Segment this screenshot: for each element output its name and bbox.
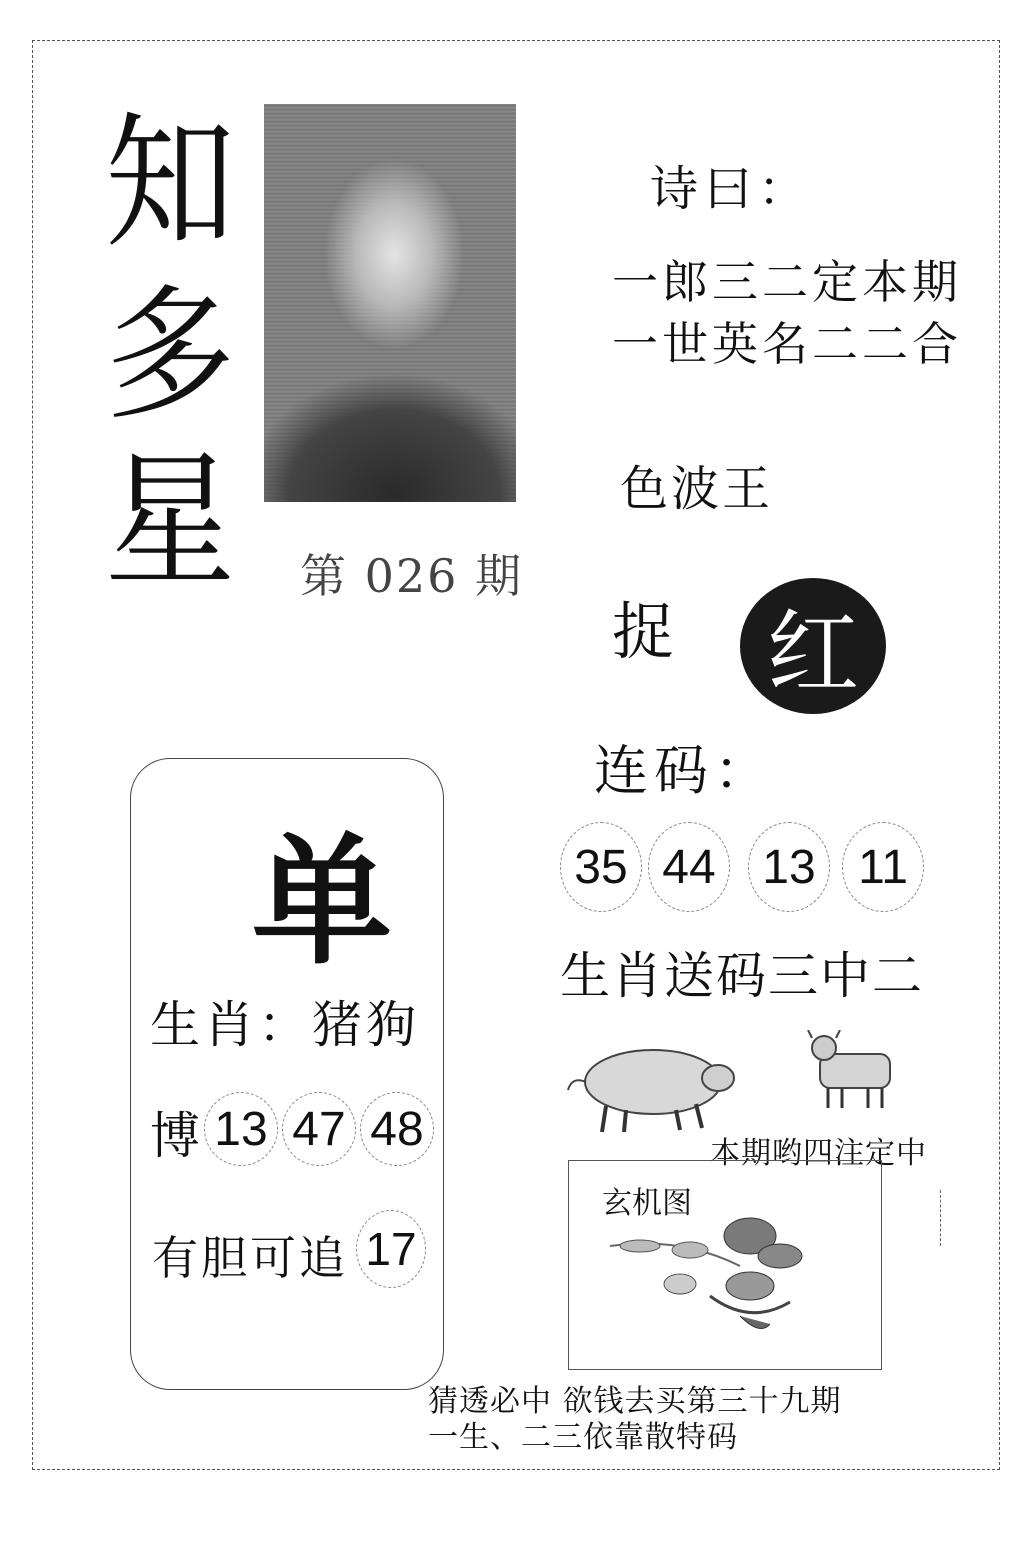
bo-label: 博 [150, 1107, 200, 1165]
bottom-line-2: 一生、二三依靠散特码 [428, 1420, 738, 1455]
lianma-ball-2: 44 [648, 822, 730, 912]
title-char-2: 多 [105, 269, 236, 441]
pig-illustration [558, 1030, 740, 1138]
catch-label: 捉 [612, 595, 675, 668]
lianma-ball-3: 13 [748, 822, 830, 912]
chase-label: 有胆可追 [152, 1231, 348, 1285]
big-single-char: 单 [252, 820, 393, 984]
mystery-picture-label: 玄机图 [602, 1186, 692, 1221]
bottom-line-1: 猜透必中 欲钱去买第三十九期 [428, 1384, 842, 1419]
zodiac-send-line: 生肖送码三中二 [560, 947, 924, 1005]
title-char-1: 知 [105, 97, 236, 269]
decorative-dash [940, 1190, 941, 1246]
title-char-3: 星 [105, 435, 236, 607]
period-note: 本期哟四注定中 [710, 1136, 927, 1171]
color-circle [740, 578, 886, 714]
poem-line-1: 一郎三二定本期 [612, 255, 962, 309]
ox-illustration [806, 1030, 896, 1112]
lianma-label: 连码： [594, 739, 774, 802]
zodiac-line: 生肖：猪狗 [150, 996, 420, 1054]
chase-ball: 17 [356, 1210, 426, 1288]
poem-line-2: 一世英名二二合 [612, 317, 962, 371]
bo-ball-1: 13 [204, 1092, 278, 1166]
lianma-ball-1: 35 [560, 822, 642, 912]
bo-ball-3: 48 [360, 1092, 434, 1166]
issue-number: 第 026 期 [300, 549, 524, 603]
color-value: 红 [766, 600, 859, 707]
bo-ball-2: 47 [282, 1092, 356, 1166]
lianma-ball-4: 11 [842, 822, 924, 912]
color-wave-label: 色波王 [620, 461, 774, 517]
flower-illustration [600, 1206, 810, 1346]
portrait-photo [264, 104, 516, 502]
poem-heading: 诗曰： [650, 161, 813, 217]
